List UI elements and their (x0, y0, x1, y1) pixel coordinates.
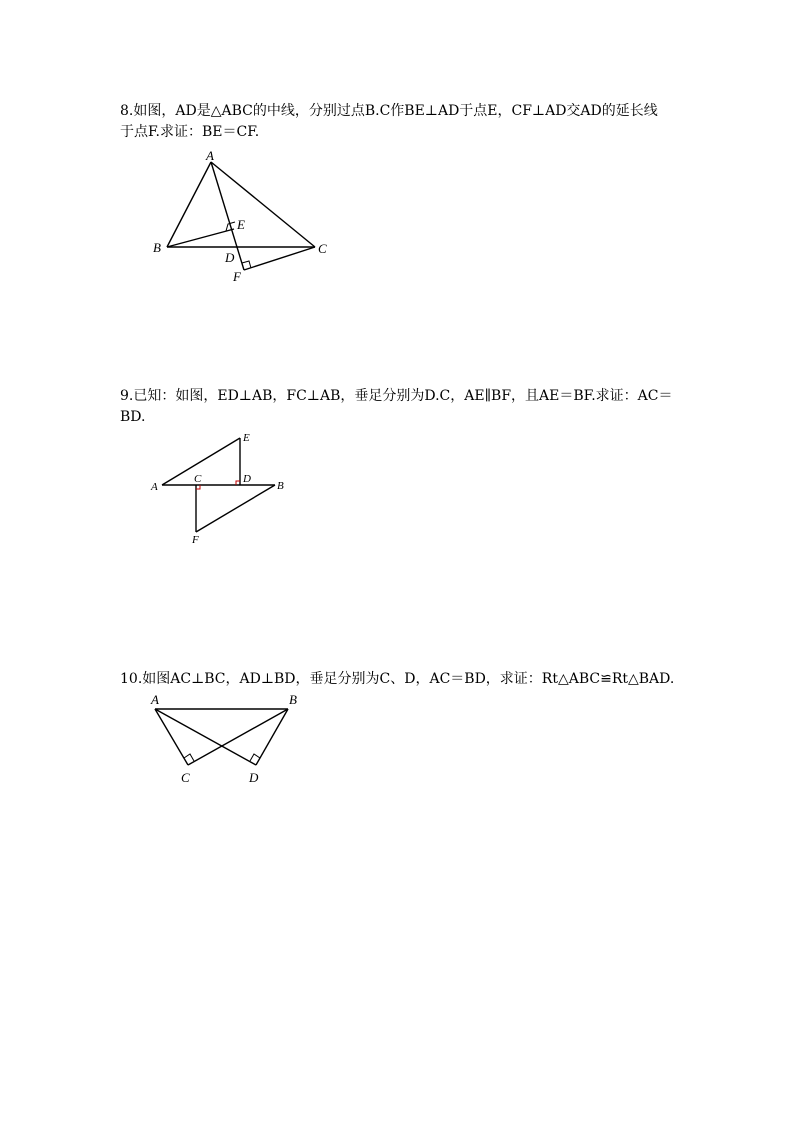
segment-fb (196, 485, 275, 532)
problem-8-line-1: 8.如图，AD是△ABC的中线，分别过点B.C作BE⊥AD于点E，CF⊥AD交AD的延长线 (120, 103, 658, 119)
problem-9-line-1: 9.已知：如图，ED⊥AB，FC⊥AB，垂足分别为D.C，AE∥BF，且AE＝BF.求证：AC＝ (120, 388, 673, 404)
figure-9 (145, 425, 295, 550)
label-f: F (192, 534, 199, 546)
label-b: B (289, 692, 297, 707)
label-c: C (194, 473, 202, 485)
label-c: C (318, 241, 327, 256)
figure-8 (140, 140, 350, 290)
label-b: B (277, 480, 284, 492)
problem-8-text (120, 101, 680, 143)
label-f: F (233, 269, 241, 284)
label-a: A (151, 481, 158, 493)
label-e: E (243, 432, 250, 444)
label-b: B (153, 240, 161, 255)
label-c: C (181, 770, 190, 785)
segment-bc (188, 709, 288, 765)
label-a: A (151, 692, 159, 707)
segment-be (167, 229, 234, 247)
label-d: D (249, 770, 259, 785)
problem-9-text (120, 386, 680, 428)
problem-9-line-2: BD. (120, 409, 146, 425)
segment-ab (167, 162, 211, 247)
problem-10-text (120, 669, 680, 690)
label-d: D (243, 473, 251, 485)
problem-8-line-2: 于点F.求证：BE＝CF. (120, 124, 260, 140)
figure-10 (145, 688, 305, 788)
problem-10-line-1: 10.如图AC⊥BC，AD⊥BD，垂足分别为C、D，AC＝BD，求证：Rt△ABC≌Rt△BAD. (120, 671, 675, 687)
label-d: D (225, 250, 235, 265)
segment-cf (244, 247, 315, 270)
segment-ad (155, 709, 256, 765)
segment-ac (211, 162, 315, 247)
label-a: A (206, 148, 214, 163)
label-e: E (237, 217, 245, 232)
